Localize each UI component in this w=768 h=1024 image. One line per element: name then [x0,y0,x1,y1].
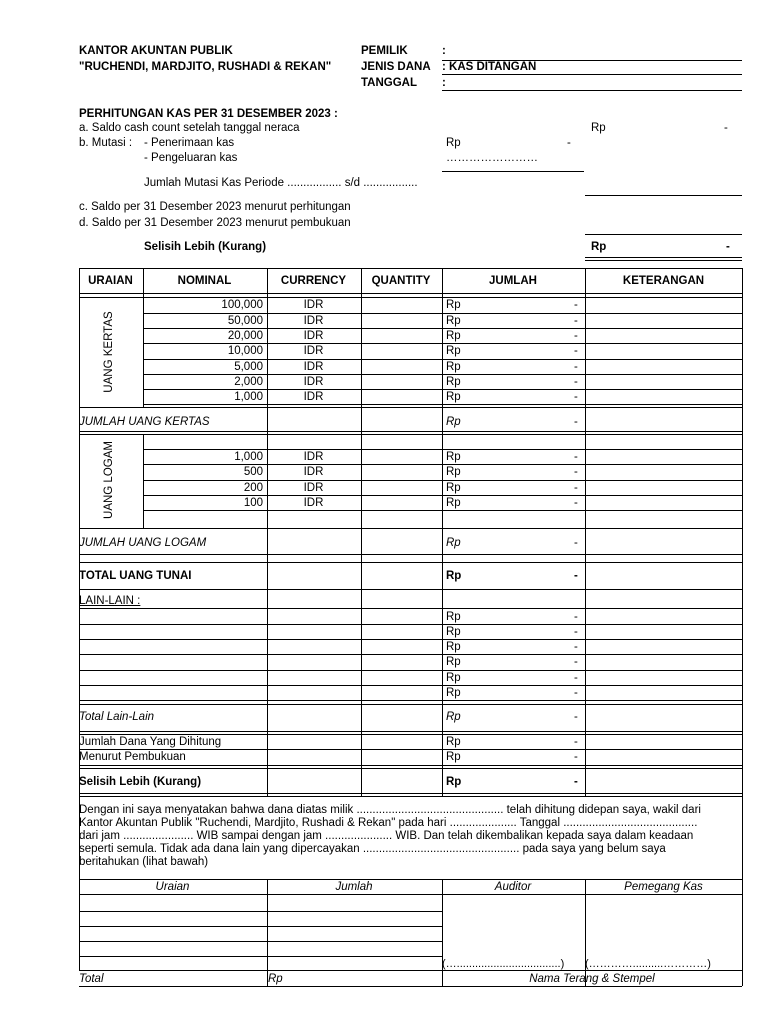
sig-header-auditor: Auditor [494,881,532,893]
jumlah-dana-label: Jumlah Dana Yang Dihitung [79,736,222,748]
sig-header-bottom [79,894,742,895]
lain-rp-cell: Rp [446,687,461,699]
sig-header-pemegang-kas: Pemegang Kas [624,881,703,893]
firm-name-line2: "RUCHENDI, MARDJITO, RUSHADI & REKAN" [79,61,332,73]
jumlah-rp-cell: Rp [446,391,461,403]
jumlah-rp-cell: Rp [446,299,461,311]
calc-mutasi-line [442,171,584,172]
calc-selisih-rp: Rp [591,241,607,253]
jumlah-rp-cell: Rp [446,451,461,463]
lain-rp-cell: Rp [446,611,461,623]
table-right-border [742,268,743,986]
calc-line-c: c. Saldo per 31 Desember 2023 menurut perhitungan [79,201,351,213]
sig-header-jumlah: Jumlah [335,881,373,893]
total-lain-lain-value: - [574,711,578,723]
jumlah-uang-kertas-value: - [574,416,578,428]
total-start-line [79,562,742,563]
selisih-top [79,768,742,769]
currency-cell: IDR [303,482,324,494]
uang-kertas-label: UANG KERTAS [103,311,115,393]
menurut-bottom [79,765,742,766]
kertas-row-line [143,404,742,405]
statement-line1: Dengan ini saya menyatakan bahwa dana diatas milik .............................................. telah dihitung didepan saya, wakil dari [79,804,701,816]
total-uang-tunai-value: - [574,570,578,582]
sig-row-line [79,926,442,927]
lain-value-cell: - [574,611,578,623]
sig-row-line [79,941,442,942]
header-nominal: NOMINAL [177,275,232,287]
currency-cell: IDR [303,315,324,327]
total-lain-lain-rp: Rp [446,711,461,723]
sig-header-uraian: Uraian [155,881,190,893]
logam-row-line [143,510,742,511]
menurut-pembukuan-rp: Rp [446,751,461,763]
sig-bottom [79,986,742,987]
lain-row-line [79,685,742,686]
calc-selisih-underline1 [585,257,742,258]
nominal-cell: 100 [243,497,263,509]
total-lain-lain-label: Total Lain-Lain [79,711,155,723]
jumlah-logam-bottom [79,554,742,555]
jumlah-value-cell: - [574,330,578,342]
lain-row-line [79,639,742,640]
total-uang-tunai-label: TOTAL UANG TUNAI [79,570,192,582]
lain-lain-label: LAIN-LAIN : [79,595,141,607]
jumlah-uang-logam-value: - [574,537,578,549]
selisih-rp: Rp [446,776,462,788]
logam-start-line [79,434,742,435]
jumlah-uang-logam-label: JUMLAH UANG LOGAM [79,537,207,549]
nominal-cell: 200 [243,482,263,494]
calc-selisih-value: - [726,241,730,253]
jumlah-value-cell: - [574,482,578,494]
sig-total-label: Total [79,973,104,985]
calc-selisih-underline2 [585,260,742,261]
calc-line-d: d. Saldo per 31 Desember 2023 menurut pembukuan [79,217,351,229]
jumlah-rp-cell: Rp [446,345,461,357]
jumlah-value-cell: - [574,345,578,357]
lain-row-line [79,608,742,609]
jumlah-value-cell: - [574,376,578,388]
column-line [361,268,362,796]
statement-line4: seperti semula. Tidak ada dana lain yang dipercayakan ................................................. pada saya yang belum saya [79,843,666,855]
lain-row-line [79,700,742,701]
jumlah-rp-cell: Rp [446,315,461,327]
jumlah-rp-cell: Rp [446,482,461,494]
jumlah-rp-cell: Rp [446,466,461,478]
currency-cell: IDR [303,361,324,373]
nominal-cell: 500 [243,466,263,478]
statement-line2: Kantor Akuntan Publik "Ruchendi, Mardjito, Rushadi & Rekan" pada hari ..................... Tanggal .......................................... [79,817,698,829]
nominal-cell: 5,000 [234,361,263,373]
jumlah-uang-kertas-label: JUMLAH UANG KERTAS [79,416,210,428]
currency-cell: IDR [303,466,324,478]
calc-selisih: Selisih Lebih (Kurang) [144,241,267,253]
total-uang-tunai-rp: Rp [446,570,462,582]
calc-pengeluaran-dots: …………………… [446,152,538,164]
lain-value-cell: - [574,687,578,699]
jumlah-kertas-bottom [79,431,742,432]
sig-row-line [79,956,442,957]
calc-pengeluaran: - Pengeluaran kas [144,152,238,164]
jumlah-value-cell: - [574,391,578,403]
jenis-dana-value[interactable]: : KAS DITANGAN [442,61,537,73]
jenis-dana-label: JENIS DANA [361,61,431,73]
menurut-pembukuan-label: Menurut Pembukuan [79,751,186,763]
calc-mutasi-total-line [585,195,742,196]
header-currency: CURRENCY [280,275,347,287]
selisih-value: - [574,776,578,788]
column-line [442,268,443,796]
jumlah-value-cell: - [574,451,578,463]
currency-cell: IDR [303,391,324,403]
currency-cell: IDR [303,330,324,342]
calc-line-a: a. Saldo cash count setelah tanggal neraca [79,122,300,134]
header-jumlah: JUMLAH [489,275,537,287]
kertas-end-line [79,407,742,408]
nominal-cell: 50,000 [227,315,263,327]
jumlah-rp-cell: Rp [446,330,461,342]
nominal-cell: 1,000 [234,451,263,463]
calc-penerimaan-value: - [567,137,571,149]
total-bottom-line [79,589,742,590]
currency-cell: IDR [303,497,324,509]
logam-end-line [79,528,742,529]
tanggal-value[interactable]: : [442,77,446,89]
calc-penerimaan-rp: Rp [446,137,461,149]
calc-jumlah-mutasi: Jumlah Mutasi Kas Periode ................. s/d ................. [144,177,418,189]
auditor-signature-line[interactable]: (…..................................) [442,958,565,970]
currency-cell: IDR [303,299,324,311]
column-line [585,268,586,796]
jumlah-dana-rp: Rp [446,736,461,748]
uang-logam-label: UANG LOGAM [103,441,115,519]
lain-rp-cell: Rp [446,672,461,684]
jumlah-rp-cell: Rp [446,361,461,373]
pemilik-label: PEMILIK [361,45,408,57]
lain-value-cell: - [574,656,578,668]
sig-row-line [79,911,442,912]
sig-total-rp: Rp [268,973,283,985]
nominal-cell: 20,000 [227,330,263,342]
total-lain-bottom [79,731,742,732]
money-section-bottom [79,796,742,797]
lain-rp-cell: Rp [446,641,461,653]
table-top-border [79,268,742,269]
lain-end-line [79,704,742,705]
currency-cell: IDR [303,376,324,388]
pemilik-value[interactable]: : [442,45,446,57]
jumlah-uang-kertas-rp: Rp [446,416,461,428]
menurut-pembukuan-value: - [574,751,578,763]
lain-row-line [79,624,742,625]
jumlah-value-cell: - [574,315,578,327]
nominal-cell: 10,000 [227,345,263,357]
nominal-cell: 2,000 [234,376,263,388]
jumlah-value-cell: - [574,361,578,373]
header-quantity: QUANTITY [371,275,431,287]
selisih-bottom [79,793,742,794]
jumlah-rp-cell: Rp [446,497,461,509]
calc-saldo-line [585,234,742,235]
calc-penerimaan: - Penerimaan kas [144,137,235,149]
jumlah-value-cell: - [574,466,578,478]
calc-line-a-value: - [724,122,728,134]
jumlah-uang-logam-rp: Rp [446,537,461,549]
lain-row-line [79,670,742,671]
sig-nama-terang: Nama Terang & Stempel [529,973,655,985]
jumlah-value-cell: - [574,497,578,509]
jumlah-dana-value: - [574,736,578,748]
lain-row-line [79,654,742,655]
nominal-cell: 1,000 [234,391,263,403]
lain-value-cell: - [574,641,578,653]
header-uraian: URAIAN [88,275,133,287]
tanggal-label: TANGGAL [361,77,418,89]
currency-cell: IDR [303,451,324,463]
pemegang-kas-signature-line[interactable]: (…………..........…………) [585,958,711,970]
selisih-label: Selisih Lebih (Kurang) [79,776,202,788]
header-keterangan: KETERANGAN [622,275,705,287]
tanggal-underline [442,90,742,91]
calc-line-a-rp: Rp [591,122,606,134]
firm-name-line1: KANTOR AKUNTAN PUBLIK [79,45,233,57]
calc-line-b: b. Mutasi : [79,137,133,149]
lain-rp-cell: Rp [446,626,461,638]
nominal-cell: 100,000 [221,299,263,311]
lain-value-cell: - [574,672,578,684]
header-bottom-border [79,293,742,294]
calc-title: PERHITUNGAN KAS PER 31 DESEMBER 2023 : [79,108,338,120]
lain-value-cell: - [574,626,578,638]
statement-line5: beritahukan (lihat bawah) [79,856,209,868]
lain-rp-cell: Rp [446,656,461,668]
jenis-dana-underline [442,74,742,75]
jumlah-rp-cell: Rp [446,376,461,388]
jumlah-value-cell: - [574,299,578,311]
currency-cell: IDR [303,345,324,357]
statement-line3: dari jam ...................... WIB sampai dengan jam ..................... WIB. Dan telah dikembalikan kepada saya dalam keadaan [79,830,694,842]
